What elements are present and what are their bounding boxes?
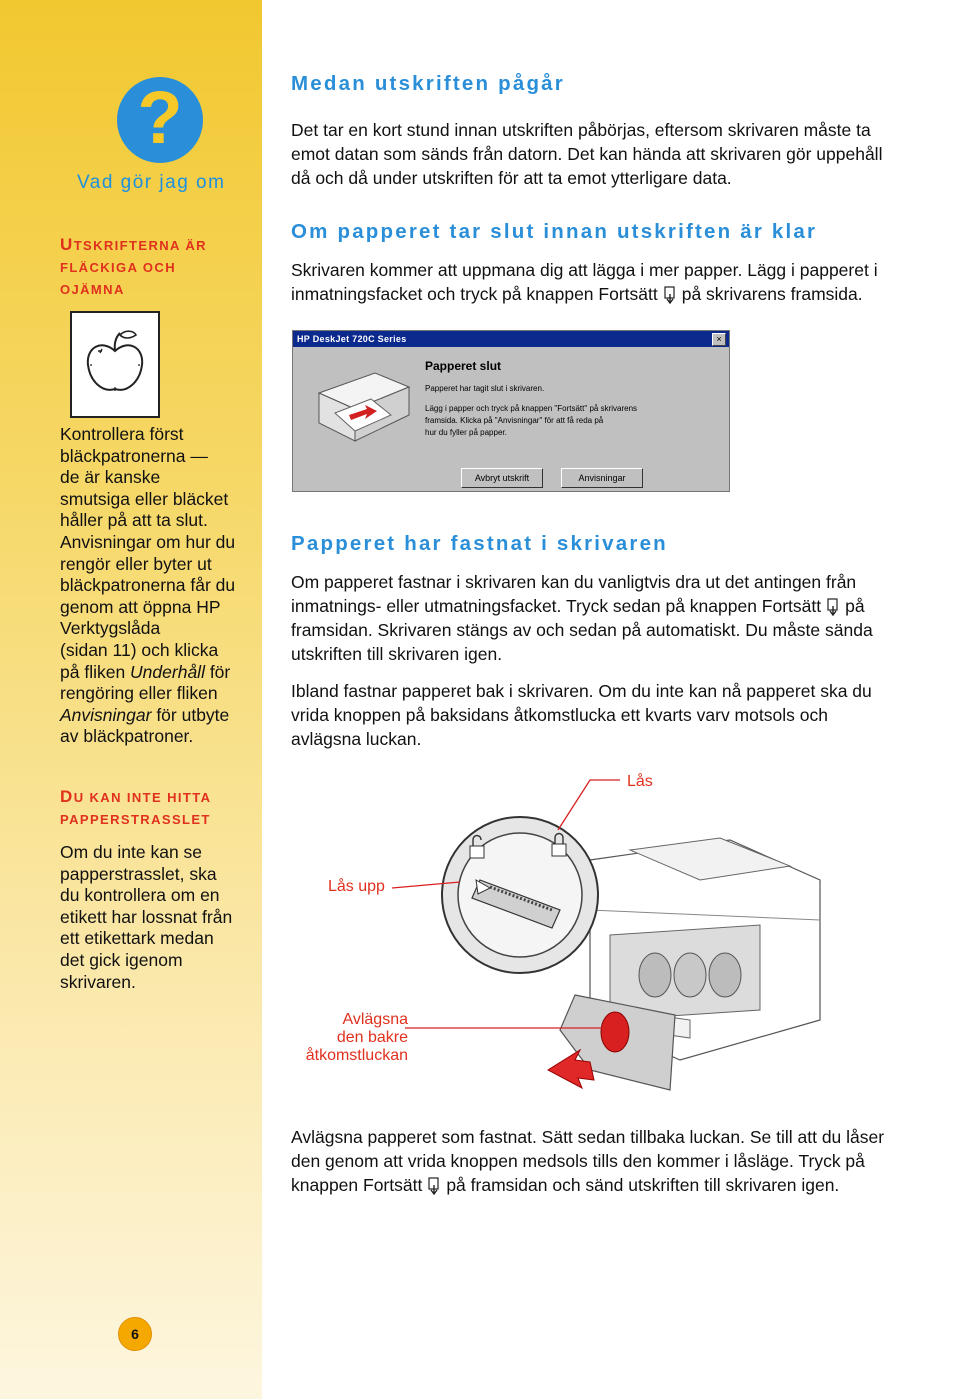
section-rear-jam-text: Ibland fastnar papperet bak i skrivaren. Om du inte kan nå papperet ska du vrida knoppen på baksidans åtkomstlucka ett kvarts varv motsols och avlägsna luckan. — [291, 681, 872, 749]
instructions-button[interactable]: Anvisningar — [561, 468, 643, 488]
resume-button-icon — [827, 598, 839, 616]
page-number-badge: 6 — [118, 1317, 152, 1351]
final-instructions-text: Avlägsna papperet som fastnat. Sätt sedan tillbaka luckan. Se till att du låser den genom att vrida knoppen medsols tills den kommer i låsläge. Tryck på knappen Fortsätt på framsidan och sänd utskriften till skrivaren igen. — [291, 1127, 885, 1195]
sidebar-title: Vad gör jag om — [77, 172, 226, 193]
cancel-print-button[interactable]: Avbryt utskrift — [461, 468, 543, 488]
section-title-out-of-paper: Om papperet tar slut innan utskriften är klar — [291, 220, 818, 243]
sidebar-tip-text: Kontrollera först bläckpatronerna — de är kanske smutsiga eller bläcket håller på att ta slut. Anvisningar om hur du rengör eller byter ut bläckpatronerna får du genom att öppna HP Verktygslåda (sidan 11) och klicka på fliken Underhåll för rengöring eller fliken Anvisningar för utbyte av bläckpatroner. — [60, 424, 236, 747]
label-unlock: Lås upp — [328, 878, 385, 895]
label-lock: Lås — [627, 773, 653, 790]
out-of-paper-dialog: HP DeskJet 720C Series × Papperet slut Papperet har tagit slut i skrivaren. Lägg i papper och tryck på knappen "Fortsätt" på skrivarens framsida. Klicka på "Anvisningar" för att få reda på hur du fyller på papper. Avbryt utskrift Anvisningar — [292, 330, 730, 492]
section-title-paper-jam: Papperet har fastnat i skrivaren — [291, 532, 668, 555]
section-title-printing: Medan utskriften pågår — [291, 72, 565, 95]
tip-apple-icon — [70, 311, 160, 418]
resume-button-icon — [664, 286, 676, 304]
dialog-heading: Papperet slut — [425, 359, 502, 373]
section-paper-jam-text: Om papperet fastnar i skrivaren kan du vanligtvis dra ut det antingen från inmatnings- eller utmatningsfacket. Tryck sedan på knappen Fortsätt på framsidan. Skrivaren stängs av och sedan på automatiskt. Du måste sända utskriften till skrivaren igen. — [291, 572, 873, 664]
label-remove-door: Avlägsna den bakre åtkomstluckan — [305, 1011, 408, 1064]
resume-button-icon — [428, 1177, 440, 1195]
dialog-close-icon[interactable]: × — [712, 333, 726, 346]
section-printing-text: Det tar en kort stund innan utskriften påbörjas, eftersom skrivaren måste ta emot datan som sänds från datorn. Det kan hända att skrivaren gör uppehåll då och då under utskriften för att ta emot ytterligare data. — [291, 120, 883, 188]
printer-paper-icon — [305, 353, 417, 453]
sidebar-heading-cant-find-jam: DU KAN INTE HITTA PAPPERSTRASSLET — [60, 787, 212, 827]
section-out-of-paper-text: Skrivaren kommer att uppmana dig att lägga i mer papper. Lägg i papperet i inmatningsfacket och tryck på knappen Fortsätt på skrivarens framsida. — [291, 260, 878, 304]
sidebar-heading-smudged: UTSKRIFTERNA ÄR FLÄCKIGA OCH OJÄMNA — [60, 235, 207, 297]
dialog-title-bar: HP DeskJet 720C Series — [293, 331, 729, 347]
sidebar-jam-text: Om du inte kan se papperstrasslet, ska du kontrollera om en etikett har lossnat från ett etikettark medan det gick igenom skrivaren. — [60, 842, 233, 992]
help-question-icon: ? — [117, 77, 203, 163]
